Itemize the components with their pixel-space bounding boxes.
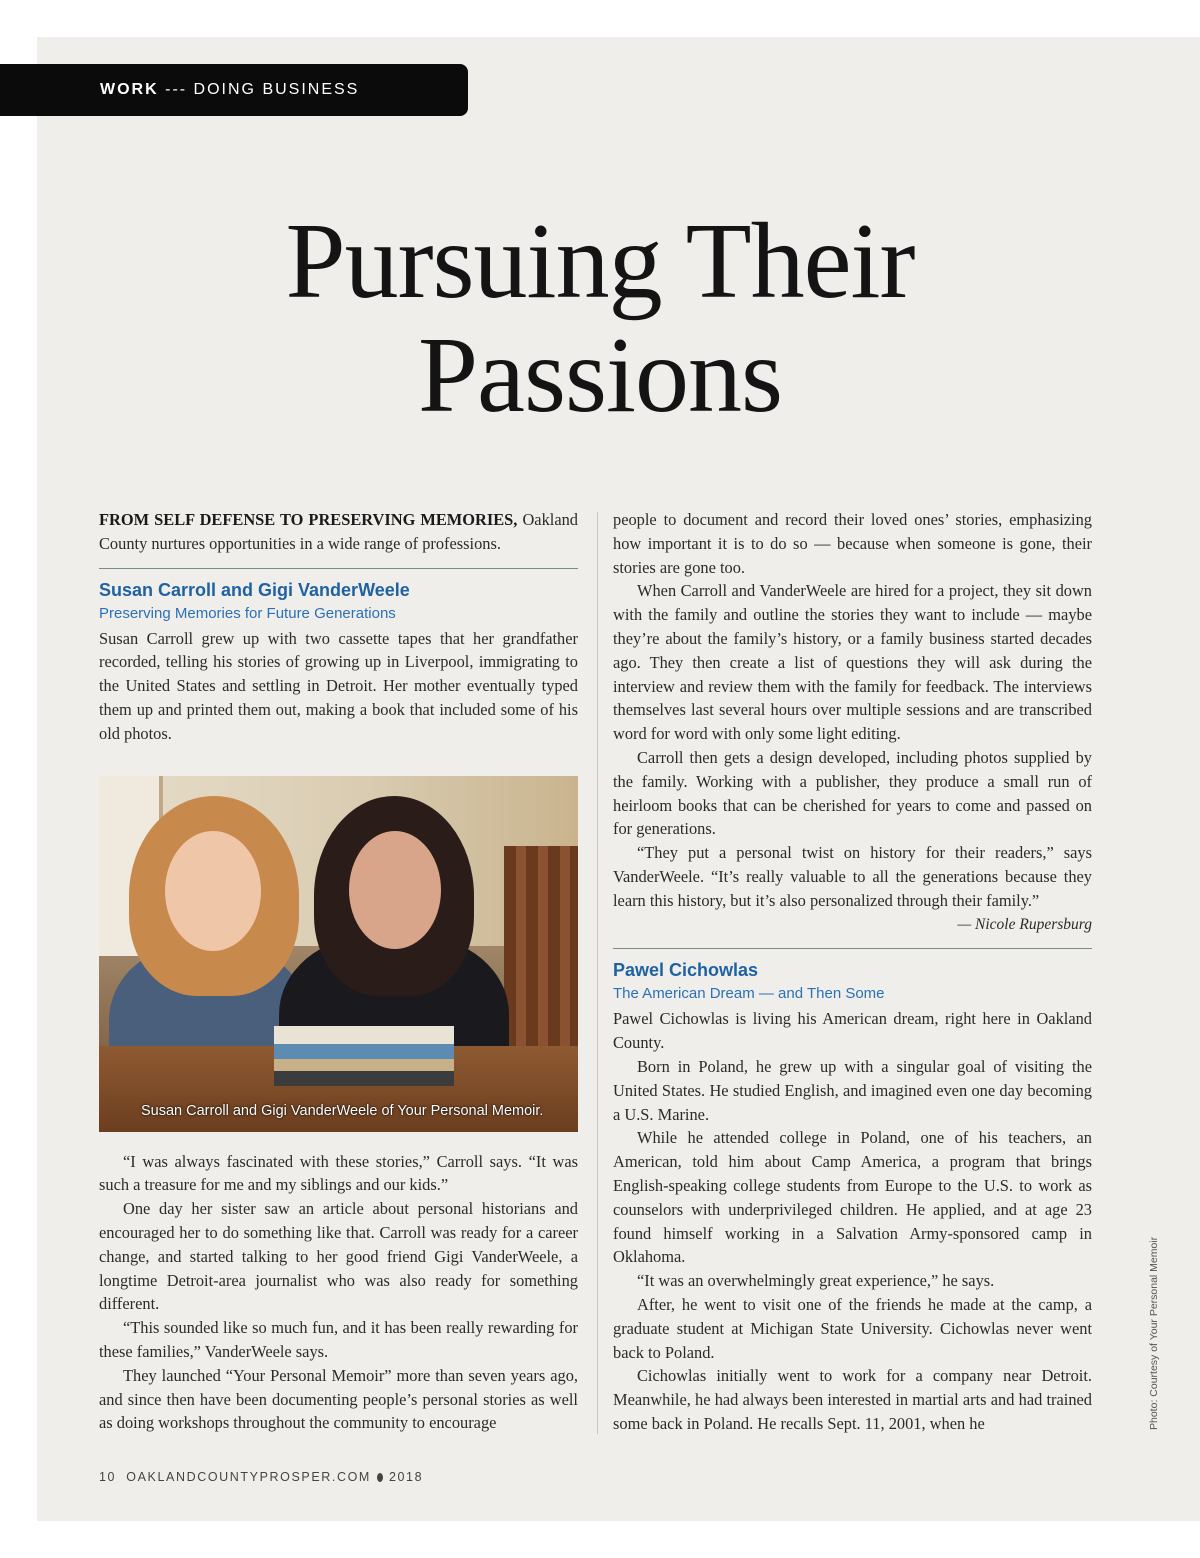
profile-2-paragraph: “It was an overwhelmingly great experience,” he says. xyxy=(637,1271,995,1291)
section-tab xyxy=(0,64,468,116)
page-title xyxy=(0,202,1200,435)
profile-1-paragraph: They launched “Your Personal Memoir” more than seven years ago, and since then have been documenting people’s personal stories as well as doing workshops throughout the community to encourage xyxy=(99,1365,578,1433)
intro-caps: FROM SELF DEFENSE TO PRESERVING MEMORIES, xyxy=(99,510,518,529)
title-line-2: Passions xyxy=(417,316,783,435)
memoir-books xyxy=(274,1026,454,1086)
profile-1-paragraph: When Carroll and VanderWeele are hired for a project, they sit down with the family and outline the stories they want to include — maybe they’re about the family’s history, or a family business started decades ago. They then create a list of questions they will ask during the interview and review them with the family for feedback. The interviews themselves last several hours over multiple sessions and are transcribed word for word with only some light editing. xyxy=(613,581,1092,744)
section-rule xyxy=(613,948,1092,949)
memoir-photo xyxy=(99,776,578,1132)
profile-2-name: Pawel Cichowlas xyxy=(613,960,759,981)
profile-1-paragraph: “They put a personal twist on history for their readers,” says VanderWeele. “It’s really valuable to all the generations because they learn this history, but it’s also personalized through their family.” xyxy=(613,843,1092,910)
footer-site: OAKLANDCOUNTYPROSPER.COM xyxy=(126,1470,371,1484)
section-rule xyxy=(99,568,578,569)
intro-rest: Oakland County nurtures opportunities in a wide range of professions. xyxy=(99,510,578,553)
profile-1-paragraph: people to document and record their loved ones’ stories, emphasizing how important it is to do so — because when someone is gone, their stories are gone too. xyxy=(613,510,1092,577)
bullet-icon xyxy=(377,1473,383,1482)
profile-1-paragraph: One day her sister saw an article about personal historians and encouraged her to do something like that. Carroll was ready for a career change, and started talking to her good friend Gigi VanderWeele, a longtime Detroit-area journalist who was also ready for something different. xyxy=(99,1199,578,1314)
page-footer xyxy=(99,1470,423,1484)
profile-1-paragraph: Susan Carroll grew up with two cassette tapes that her grandfather recorded, telling his stories of growing up in Liverpool, immigrating to the United States and settling in Detroit. Her mother eventually typed them up and printed them out, making a book that included some of his old photos. xyxy=(99,628,578,743)
profile-2-paragraph: While he attended college in Poland, one of his teachers, an American, told him about Camp America, a program that brings English-speaking college students from Europe to the U.S. to work as counselors with underprivileged children. He applied, and at age 23 found himself working in a Salvation Army-sponsored camp in Oklahoma. xyxy=(613,1128,1092,1267)
title-line-1: Pursuing Their xyxy=(285,202,915,321)
profile-2-paragraph: Born in Poland, he grew up with a singular goal of visiting the United States. He studied English, and imagined even one day becoming a U.S. Marine. xyxy=(613,1056,1092,1124)
section-bold: WORK xyxy=(100,81,159,98)
profile-2-subtitle: The American Dream — and Then Some xyxy=(613,985,885,1003)
profile-2-paragraph: After, he went to visit one of the friends he made at the camp, a graduate student at Michigan State University. Cichowlas never went back to Poland. xyxy=(613,1294,1092,1362)
profile-1-subtitle: Preserving Memories for Future Generations xyxy=(99,604,396,622)
profile-1-paragraph: “I was always fascinated with these stories,” Carroll says. “It was such a treasure for me and my siblings and our kids.” xyxy=(99,1151,578,1195)
footer-year: 2018 xyxy=(388,1470,424,1484)
profile-1-paragraph: “This sounded like so much fun, and it has been really rewarding for these families,” VanderWeele says. xyxy=(99,1318,578,1361)
column-divider xyxy=(597,512,598,1434)
page-number: 10 xyxy=(99,1470,117,1484)
right-column xyxy=(613,508,1092,1436)
left-column xyxy=(99,508,578,1435)
section-label: DOING BUSINESS xyxy=(193,81,360,98)
photo-credit: Photo: Courtesy of Your Personal Memoir xyxy=(1148,1236,1160,1430)
photo-caption: Susan Carroll and Gigi VanderWeele of Your Personal Memoir. xyxy=(141,1102,544,1119)
intro-paragraph xyxy=(99,508,578,556)
profile-1-name: Susan Carroll and Gigi VanderWeele xyxy=(99,579,410,600)
profile-2-paragraph: Pawel Cichowlas is living his American dream, right here in Oakland County. xyxy=(613,1009,1092,1053)
byline: — Nicole Rupersburg xyxy=(957,915,1092,933)
section-separator: --- xyxy=(165,81,188,98)
profile-1-paragraph: Carroll then gets a design developed, including photos supplied by the family. Working with a publisher, they produce a small run of heirloom books that can be cherished for years to come and passed on for generations. xyxy=(613,747,1092,839)
profile-2-paragraph: Cichowlas initially went to work for a company near Detroit. Meanwhile, he had always been interested in martial arts and had trained some back in Poland. He recalls Sept. 11, 2001, when he xyxy=(613,1366,1092,1433)
